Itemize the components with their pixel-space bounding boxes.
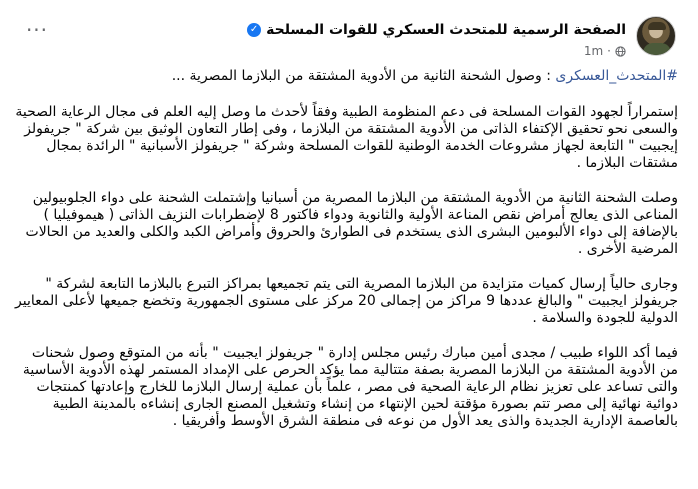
page-name-link[interactable]: الصفحة الرسمية للمتحدث العسكري للقوات المسلحة bbox=[266, 22, 626, 38]
more-options-button[interactable] bbox=[22, 18, 52, 46]
avatar-uniform bbox=[643, 43, 671, 56]
paragraph-4: فيما أكد اللواء طبيب / مجدى أمين مبارك رئيس مجلس إدارة " جريفولز ايجبيت " بأنه من المتوقع وصول شحنات من الأدوية المشتقة من البلازما المصرية بصفة متتالية مما يؤكد الحرص على الإمداد المستمر لهذه الأدوية الأساسية والتى تساعد على تعزيز نظام الرعاية الصحية فى مصر ، علماً بأن عملية إرسال البلازما للخارج وإعادتها كمنتجات دوائية نهائية إلى مصر تتم بصورة مؤقتة لحين الإنتهاء من إنشاء وتشغيل المصنع الجارى إنشاءه بالمدينة الطبية بالعاصمة الإدارية الجديدة والذى يعد الأول من نوعه فى منطقة الشرق الأوسط وأفريقيا . bbox=[22, 345, 678, 429]
hashtag-link[interactable]: #المتحدث_العسكرى bbox=[555, 68, 678, 84]
page-avatar[interactable] bbox=[636, 16, 676, 56]
post-headline: : وصول الشحنة الثانية من الأدوية المشتقة من البلازما المصرية ... bbox=[171, 68, 556, 84]
paragraph-3: وجارى حالياً إرسال كميات متزايدة من البلازما المصرية التى يتم تجميعها بمراكز التبرع بالبلازما التابعة لشركة " جريفولز ايجبيت " والبالغ عددها 9 مراكز من إجمالى 20 مركز على مستوى الجمهورية وتخضع جميعها لأعلى المعايير الدولية للجودة والسلامة . bbox=[15, 276, 678, 326]
post-header bbox=[22, 14, 676, 62]
meta-separator: · bbox=[607, 44, 611, 58]
verified-badge-icon: ✓ bbox=[247, 23, 261, 37]
page-name-line bbox=[247, 22, 626, 38]
more-horizontal-icon: ··· bbox=[25, 18, 49, 42]
post-meta bbox=[584, 44, 626, 58]
post-headline-line bbox=[14, 68, 678, 85]
avatar-cap bbox=[648, 22, 666, 30]
paragraph-1: إستمراراً لجهود القوات المسلحة فى دعم المنظومة الطبية وفقاً لأحدث ما وصل إليه العلم فى مجال الرعاية الصحية والسعى نحو تحقيق الإكتفاء الذاتى من الأدوية المشتقة من البلازما ، وفى إطار التعاون الوثيق بين شركة " جريفولز إيجبيت " التابعة لجهاز مشروعات الخدمة الوطنية للقوات المسلحة وشركة " جريفولز الأسبانية " الرائدة بمجال مشتقات البلازما . bbox=[15, 104, 678, 171]
post-time[interactable]: 1m bbox=[583, 44, 604, 58]
post-text bbox=[14, 68, 678, 448]
globe-icon bbox=[615, 46, 626, 57]
paragraph-2: وصلت الشحنة الثانية من الأدوية المشتقة من البلازما المصرية من أسبانيا وإشتملت الشحنة على دواء الجلوبيولين المناعى الذى يعالج أمراض نقص المناعة الأولية والثانوية ودواء فاكتور 8 لإضطرابات النزيف الذاتى ( هيموفيليا ) بالإضافة إلى دواء الألبومين البشرى الذى يستخدم فى الطوارئ والحروق وأمراض الكبد والكلى والعديد من الحالات المرضية الأخرى . bbox=[25, 190, 678, 257]
